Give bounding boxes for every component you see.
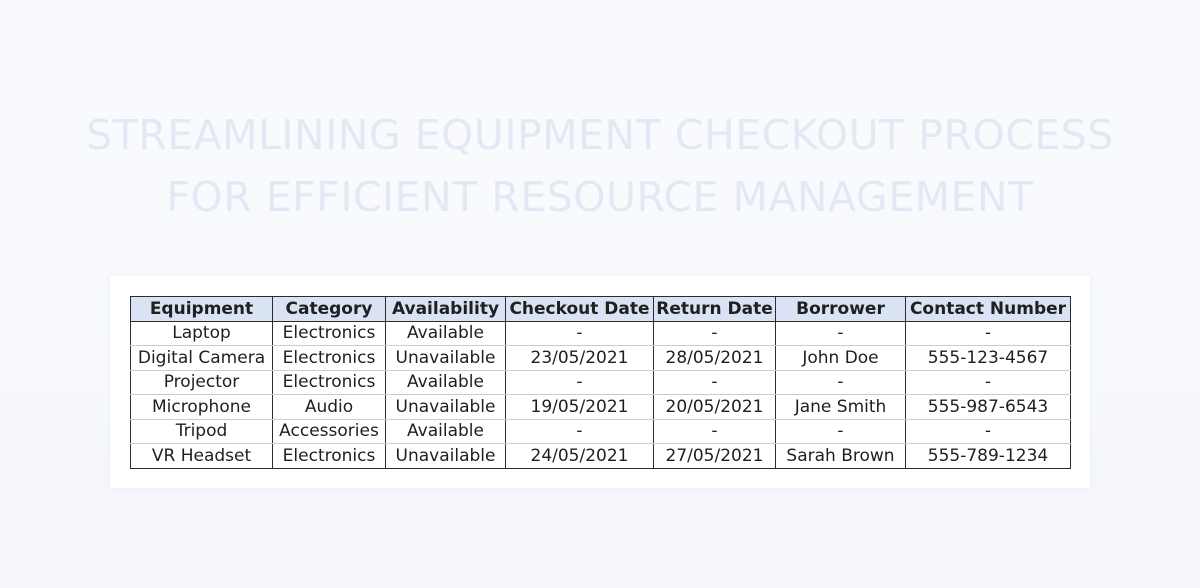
cell-contact-number: - bbox=[906, 321, 1071, 346]
cell-equipment: VR Headset bbox=[131, 444, 273, 469]
cell-equipment: Microphone bbox=[131, 395, 273, 420]
cell-return-date: - bbox=[654, 419, 776, 444]
title-line-2: FOR EFFICIENT RESOURCE MANAGEMENT bbox=[166, 173, 1034, 221]
cell-checkout-date: 19/05/2021 bbox=[506, 395, 654, 420]
cell-availability: Unavailable bbox=[386, 444, 506, 469]
header-contact-number: Contact Number bbox=[906, 297, 1071, 322]
cell-equipment: Tripod bbox=[131, 419, 273, 444]
cell-checkout-date: - bbox=[506, 370, 654, 395]
cell-contact-number: 555-123-4567 bbox=[906, 346, 1071, 371]
cell-borrower: - bbox=[776, 419, 906, 444]
cell-contact-number: - bbox=[906, 419, 1071, 444]
table-row bbox=[131, 346, 1071, 371]
header-checkout-date: Checkout Date bbox=[506, 297, 654, 322]
cell-availability: Unavailable bbox=[386, 395, 506, 420]
cell-borrower: Jane Smith bbox=[776, 395, 906, 420]
header-return-date: Return Date bbox=[654, 297, 776, 322]
table-row bbox=[131, 321, 1071, 346]
table-row bbox=[131, 395, 1071, 420]
table-header-row bbox=[131, 297, 1071, 322]
cell-equipment: Laptop bbox=[131, 321, 273, 346]
table-row bbox=[131, 370, 1071, 395]
cell-category: Electronics bbox=[273, 321, 386, 346]
header-equipment: Equipment bbox=[131, 297, 273, 322]
cell-category: Electronics bbox=[273, 346, 386, 371]
table-row bbox=[131, 419, 1071, 444]
equipment-table bbox=[130, 296, 1071, 469]
cell-availability: Available bbox=[386, 321, 506, 346]
table-row bbox=[131, 444, 1071, 469]
cell-equipment: Digital Camera bbox=[131, 346, 273, 371]
cell-category: Electronics bbox=[273, 370, 386, 395]
cell-equipment: Projector bbox=[131, 370, 273, 395]
cell-checkout-date: 24/05/2021 bbox=[506, 444, 654, 469]
cell-checkout-date: - bbox=[506, 419, 654, 444]
title-line-1: STREAMLINING EQUIPMENT CHECKOUT PROCESS bbox=[86, 111, 1114, 159]
cell-borrower: John Doe bbox=[776, 346, 906, 371]
cell-availability: Unavailable bbox=[386, 346, 506, 371]
cell-category: Accessories bbox=[273, 419, 386, 444]
cell-checkout-date: 23/05/2021 bbox=[506, 346, 654, 371]
cell-availability: Available bbox=[386, 419, 506, 444]
cell-contact-number: 555-789-1234 bbox=[906, 444, 1071, 469]
cell-contact-number: - bbox=[906, 370, 1071, 395]
cell-return-date: - bbox=[654, 321, 776, 346]
header-availability: Availability bbox=[386, 297, 506, 322]
cell-availability: Available bbox=[386, 370, 506, 395]
cell-borrower: - bbox=[776, 321, 906, 346]
cell-category: Audio bbox=[273, 395, 386, 420]
cell-return-date: - bbox=[654, 370, 776, 395]
cell-return-date: 27/05/2021 bbox=[654, 444, 776, 469]
table-card bbox=[110, 276, 1090, 488]
header-category: Category bbox=[273, 297, 386, 322]
page-title bbox=[0, 104, 1200, 228]
cell-borrower: - bbox=[776, 370, 906, 395]
cell-return-date: 28/05/2021 bbox=[654, 346, 776, 371]
cell-return-date: 20/05/2021 bbox=[654, 395, 776, 420]
cell-checkout-date: - bbox=[506, 321, 654, 346]
cell-contact-number: 555-987-6543 bbox=[906, 395, 1071, 420]
cell-borrower: Sarah Brown bbox=[776, 444, 906, 469]
header-borrower: Borrower bbox=[776, 297, 906, 322]
cell-category: Electronics bbox=[273, 444, 386, 469]
